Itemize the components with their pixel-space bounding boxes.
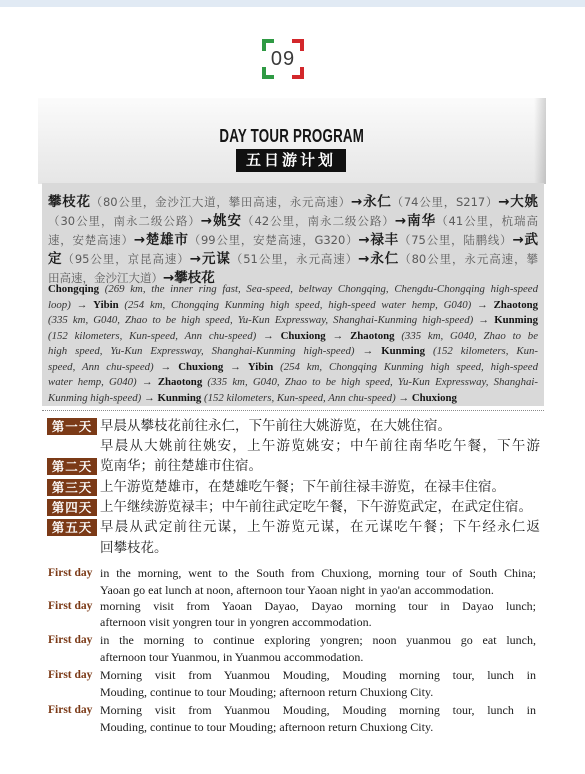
route-place-en: Kunming (381, 345, 426, 357)
day-text-en: Yaoan go eat lunch at noon, afternoon tour Yaoan night in yao'an accommodation. (100, 583, 494, 597)
page-number: 09 (270, 48, 296, 70)
day-label-en: First day (48, 600, 93, 612)
day-text-en: afternoon tour Yuanmou, in Yuanmou accommodation. (100, 650, 364, 664)
day-label-en: First day (48, 669, 93, 681)
route-detail-en: water hemp, G040) → (48, 376, 158, 388)
route-detail-en: (152 kilometers, Kun- (425, 345, 539, 357)
route-detail-en: speed, Ann chu-speed) → (48, 360, 179, 373)
route-detail-en: (335 km, G040, Zhao to be high speed, Yu-Kun Expressway, Shanghai- (202, 376, 538, 388)
day-4-tag: 第四天 (47, 499, 97, 516)
route-place-en: Chuxiong (411, 391, 457, 404)
route-place: →大姚 (498, 194, 539, 210)
route-cn-line (48, 248, 538, 267)
route-detail-en: loop) → (48, 298, 94, 311)
route-detail: （95公里，京昆高速） (62, 252, 190, 266)
route-detail-en: Kunming high-speed) → (48, 391, 158, 404)
day-text-en: in the morning, went to the South from Chuxiong, morning tour of South China; (100, 566, 536, 580)
day-3-text: 上午游览楚雄市，在楚雄吃午餐；下午前往禄丰游览，在禄丰住宿。 (100, 479, 505, 495)
day-1-text: 早晨从攀枝花前往永仁，下午前往大姚游览，在大姚住宿。 (100, 418, 451, 434)
route-place-en: Chuxiong (280, 329, 326, 342)
route-cn-line (48, 229, 538, 248)
day-text-en: Mouding, continue to tour Mouding; afternoon return Chuxiong City. (100, 685, 434, 699)
day-5-tag: 第五天 (47, 519, 97, 536)
route-place: 攀枝花 (48, 194, 91, 210)
route-place: →攀枝花 (163, 270, 215, 286)
day-text-en: morning visit from Yaoan Dayao, Dayao morning tour in Dayao lunch; (100, 599, 536, 613)
route-detail: （51公里，永元高速） (230, 252, 359, 266)
route-detail: （99公里，安楚高速，G320） (188, 233, 359, 247)
route-detail: （42公里，南永二级公路） (242, 214, 395, 228)
page-number-frame (262, 39, 304, 79)
route-place-en: Zhaotong (350, 329, 395, 342)
route-place: →南华 (394, 213, 437, 229)
route-place: 定 (48, 251, 63, 267)
route-detail: 速，安楚高速） (48, 233, 134, 247)
page-title-text: DAY TOUR PROGRAM (219, 126, 365, 146)
day-1-tag: 第一天 (47, 418, 97, 435)
day-3-tag: 第三天 (47, 479, 97, 496)
route-en-line (48, 282, 538, 298)
route-detail-en: → (223, 360, 248, 373)
route-cn-line (48, 210, 538, 229)
route-box (42, 183, 544, 406)
route-place: →元谋 (189, 251, 231, 267)
day-text-en: Mouding, continue to tour Mouding; afternoon return Chuxiong City. (100, 720, 434, 734)
route-detail: 田高速，金沙江大道） (48, 271, 163, 285)
route-en-line (48, 375, 538, 391)
route-detail-en: (254 km, Chongqing Kunming high speed, high-speed (273, 360, 538, 373)
route-place: →姚安 (200, 213, 243, 229)
route-place: →永仁 (358, 251, 400, 267)
page-subtitle-banner: 五日游计划 (236, 149, 346, 172)
route-cn-line (48, 191, 538, 210)
day-5-text: 回攀枝花。 (100, 540, 168, 556)
day-label-en: First day (48, 704, 93, 716)
day-5-text: 早晨从武定前往元谋，上午游览元谋，在元谋吃午餐；下午经永仁返 (100, 519, 540, 535)
dotted-divider (42, 410, 544, 411)
page-title (38, 124, 546, 148)
route-place-en: Kunming (157, 391, 202, 404)
route-detail: （80公里，永元高速，攀 (399, 252, 539, 266)
route-place: →禄丰 (358, 232, 399, 248)
route-place-en: Chongqing (48, 283, 100, 295)
day-4-text: 上午继续游览禄丰；中午前往武定吃午餐，下午游览武定，在武定住宿。 (100, 499, 532, 515)
route-en-line (48, 360, 538, 376)
route-detail-en: → (325, 329, 351, 342)
day-text-en: Morning visit from Yuanmou Mouding, Mouding morning tour, lunch in (100, 668, 536, 682)
route-detail: （74公里，S217） (391, 195, 499, 209)
route-detail-en: (254 km, Chongqing Kunming high speed, high-speed water hemp, G040) → (118, 298, 494, 311)
route-detail: （30公里，南永二级公路） (48, 214, 201, 228)
day-label-en: First day (48, 567, 93, 579)
route-place-en: Kunming (494, 314, 538, 326)
route-en-line (48, 298, 538, 314)
day-text-en: afternoon visit yongren tour in yongren accommodation. (100, 615, 372, 629)
route-detail-en: high speed, Yu-Kun Expressway, Shanghai-Kunming high-speed) → (48, 345, 382, 357)
route-en-line (48, 391, 538, 407)
day-2-text: 览南华；前往楚雄市住宿。 (100, 458, 262, 474)
route-en-line (48, 344, 538, 360)
route-detail: （80公里，金沙江大道，攀田高速，永元高速） (90, 195, 352, 209)
route-detail-en: (335 km, G040, Zhao to be high speed, Yu-Kun Expressway, Shanghai-Kunming high-speed) → (48, 314, 495, 326)
route-place-en: Yibin (247, 360, 274, 373)
route-place-en: Chuxiong (178, 360, 224, 373)
route-place: →永仁 (351, 194, 392, 210)
route-detail-en: (335 km, G040, Zhao to be (394, 329, 538, 342)
day-2-text: 早晨从大姚前往姚安，上午游览姚安；中午前往南华吃午餐，下午游 (100, 438, 540, 454)
route-place-en: Zhaotong (157, 376, 203, 388)
route-detail: （75公里，陆鹏线） (398, 233, 513, 247)
route-detail-en: (152 kilometers, Kun-speed, Ann chu-speed) → (201, 391, 412, 404)
route-detail-en: (269 km, the inner ring fast, Sea-speed, beltway Chongqing, Chengdu-Chongqing high-speed (99, 283, 538, 295)
route-detail: （41公里，杭瑞高 (436, 214, 538, 228)
route-en-line (48, 313, 538, 329)
route-place-en: Yibin (93, 298, 119, 311)
day-label-en: First day (48, 634, 93, 646)
top-strip (0, 0, 585, 7)
day-text-en: in the morning to continue exploring yongren; noon yuanmou go eat lunch, (100, 633, 536, 647)
day-2-tag: 第二天 (47, 458, 97, 475)
route-place-en: Zhaotong (493, 298, 538, 311)
day-text-en: Morning visit from Yuanmou Mouding, Mouding morning tour, lunch in (100, 703, 536, 717)
route-en-line (48, 329, 538, 345)
route-place: →楚雄市 (133, 232, 189, 248)
route-detail-en: (152 kilometers, Kun-speed, Ann chu-speed) → (48, 329, 281, 342)
route-place: →武 (512, 232, 539, 248)
